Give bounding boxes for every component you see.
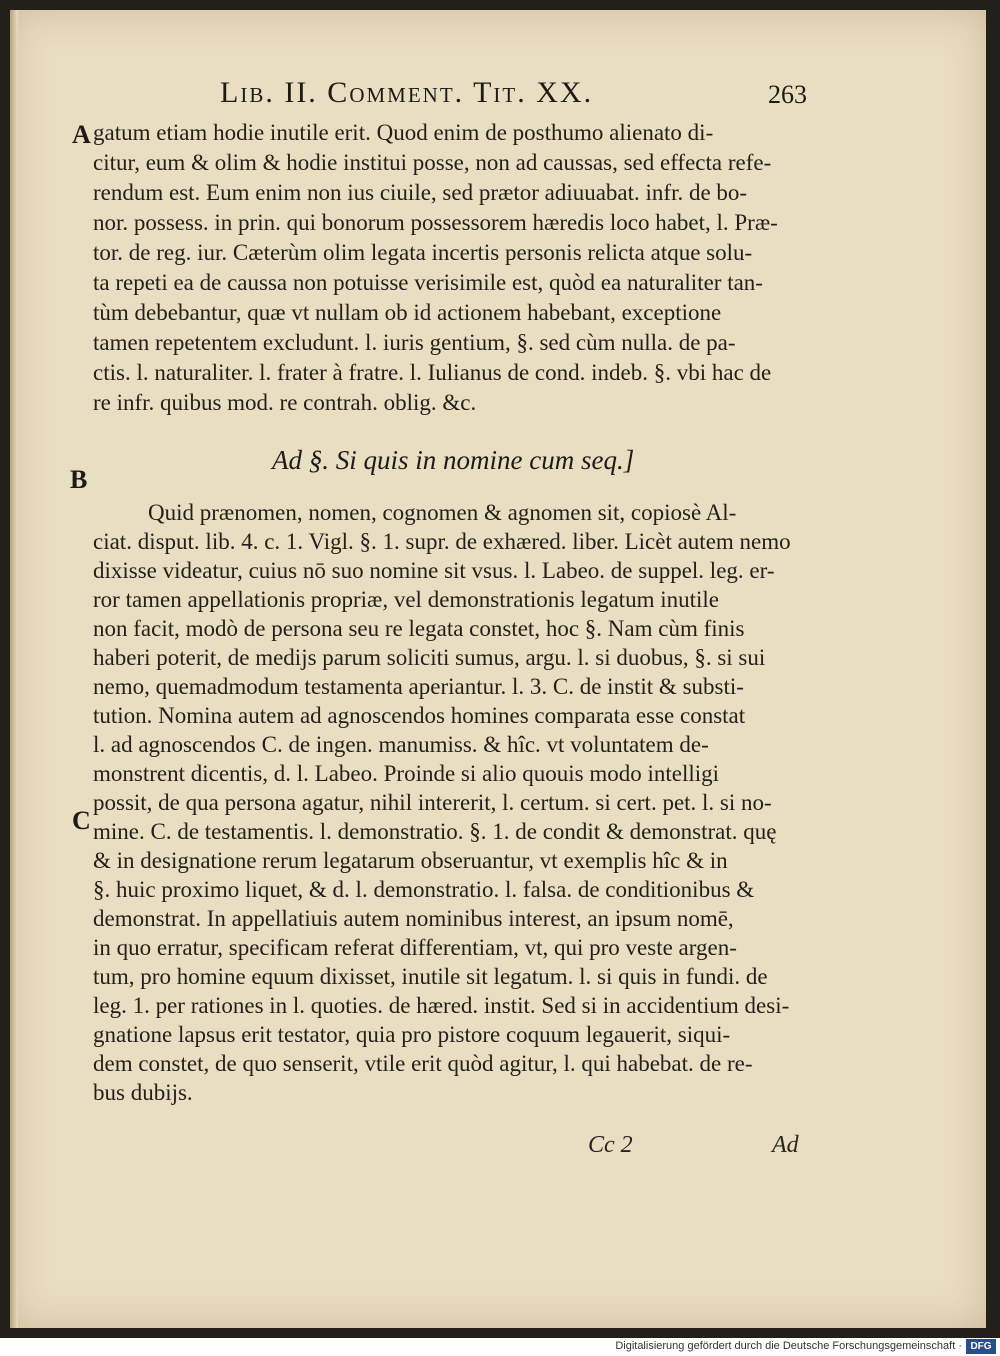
text-line: l. ad agnoscendos C. de ingen. manumiss. & hîc. vt voluntatem de- [93, 732, 709, 757]
text-line: dem constet, de quo senserit, vtile erit quòd agitur, l. qui habebat. de re- [93, 1051, 753, 1076]
text-line: ciat. disput. lib. 4. c. 1. Vigl. §. 1. supr. de exhæred. liber. Licèt autem nemo [93, 529, 791, 554]
text-line: §. huic proximo liquet, & d. l. demonstratio. l. falsa. de conditionibus & [93, 877, 755, 902]
marginal-letter-b: B [70, 465, 88, 494]
page-edge [10, 10, 18, 1328]
running-head: Lib. II. Comment. Tit. XX. [220, 76, 594, 109]
text-line: tor. de reg. iur. Cæterùm olim legata incertis personis relicta atque solu- [93, 240, 753, 265]
text-line: bus dubijs. [93, 1080, 193, 1105]
text-line: dixisse videatur, cuius nō suo nomine sit vsus. l. Labeo. de suppel. leg. er- [93, 558, 775, 583]
text-line: tum, pro homine equum dixisset, inutile sit legatum. l. si quis in fundi. de [93, 964, 768, 989]
text-line: non facit, modò de persona seu re legata constet, hoc §. Nam cùm finis [93, 616, 745, 641]
text-line: & in designatione rerum legatarum obseruantur, vt exemplis hîc & in [93, 848, 728, 873]
text-line: gatum etiam hodie inutile erit. Quod enim de posthumo alienato di- [93, 120, 714, 145]
text-line: tùm debebantur, quæ vt nullam ob id actionem habebant, exceptione [93, 300, 722, 325]
text-line: monstrent dicentis, d. l. Labeo. Proinde si alio quouis modo intelligi [93, 761, 720, 786]
marginal-letter-a: A [72, 120, 91, 149]
catchword: Ad [772, 1132, 799, 1158]
text-line: rendum est. Eum enim non ius ciuile, sed prætor adiuuabat. infr. de bo- [93, 180, 748, 205]
digitization-footer [0, 1338, 1000, 1356]
book-page [10, 10, 986, 1328]
section-heading: Ad §. Si quis in nomine cum seq.] [272, 445, 635, 475]
page-number: 263 [768, 80, 807, 109]
text-line: tution. Nomina autem ad agnoscendos homines comparata esse constat [93, 703, 746, 728]
text-line: leg. 1. per rationes in l. quoties. de hæred. instit. Sed si in accidentium desi- [93, 993, 790, 1018]
text-line: demonstrat. In appellatiuis autem nominibus interest, an ipsum nomē, [93, 906, 734, 931]
text-line: nemo, quemadmodum testamenta aperiantur. l. 3. C. de instit & substi- [93, 674, 744, 699]
text-line: in quo erratur, specificam referat differentiam, vt, qui pro veste argen- [93, 935, 737, 960]
text-line: nor. possess. in prin. qui bonorum possessorem hæredis loco habet, l. Præ- [93, 210, 778, 235]
signature-mark: Cc 2 [588, 1132, 633, 1158]
text-line: tamen repetentem excludunt. l. iuris gentium, §. sed cùm nulla. de pa- [93, 330, 736, 355]
text-line: possit, de qua persona agatur, nihil intererit, l. certum. si cert. pet. l. si no- [93, 790, 772, 815]
text-line: ctis. l. naturaliter. l. frater à fratre. l. Iulianus de cond. indeb. §. vbi hac de [93, 360, 772, 385]
dfg-logo: DFG [966, 1339, 996, 1354]
text-line: citur, eum & olim & hodie institui posse, non ad caussas, sed effecta refe- [93, 150, 772, 175]
funding-credit: Digitalisierung gefördert durch die Deutsche Forschungsgemeinschaft · [615, 1340, 962, 1352]
page-header [10, 70, 986, 110]
text-line: re infr. quibus mod. re contrah. oblig. &c. [93, 390, 477, 415]
text-line: Quid prænomen, nomen, cognomen & agnomen sit, copiosè Al- [148, 500, 737, 525]
text-line: gnatione lapsus erit testator, quia pro pistore coquum legauerit, siqui- [93, 1022, 731, 1047]
marginal-letter-c: C [72, 806, 91, 835]
text-line: ta repeti ea de caussa non potuisse verisimile est, quòd ea naturaliter tan- [93, 270, 763, 295]
text-line: ror tamen appellationis propriæ, vel demonstrationis legatum inutile [93, 587, 719, 612]
text-line: haberi poterit, de medijs parum soliciti sumus, argu. l. si duobus, §. si sui [93, 645, 766, 670]
text-line: mine. C. de testamentis. l. demonstratio. §. 1. de condit & demonstrat. quę [93, 819, 777, 844]
